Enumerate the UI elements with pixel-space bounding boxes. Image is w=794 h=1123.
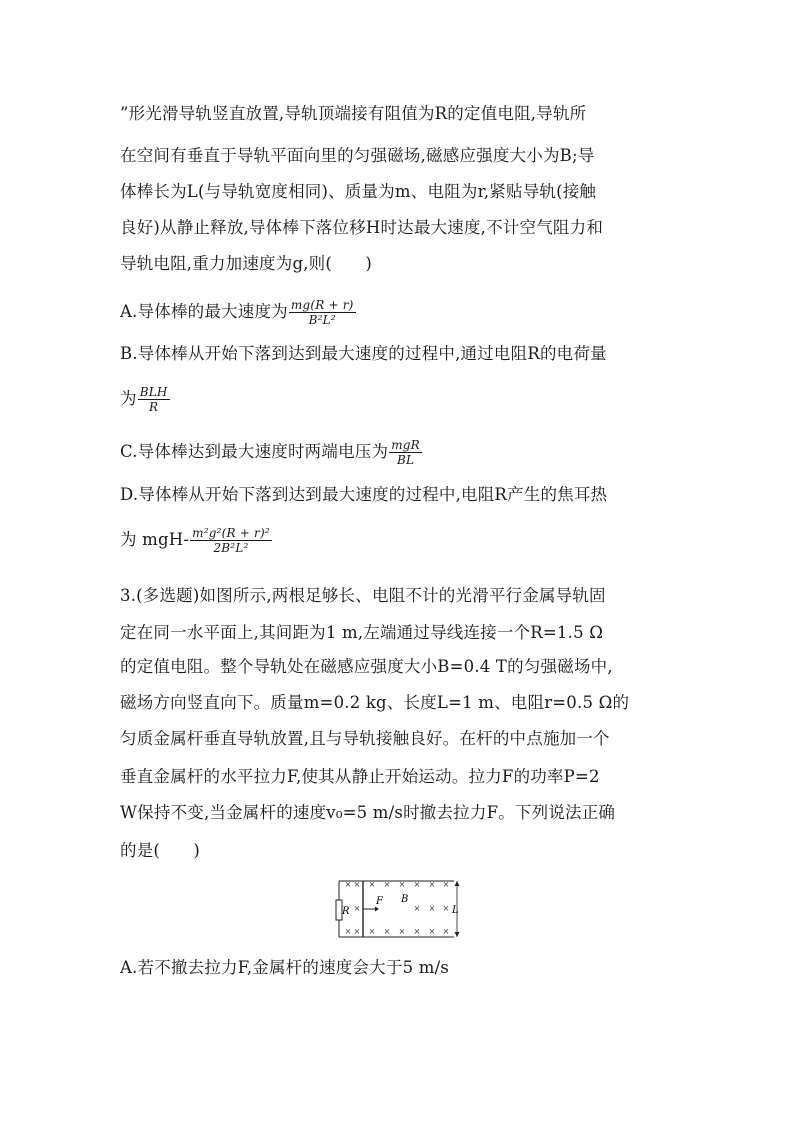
circuit-figure [331, 876, 466, 942]
fraction-denominator: 2B²L² [213, 541, 249, 555]
field-cross-icon: × [353, 927, 361, 936]
question3-line: W保持不变,当金属杆的速度v₀=5 m/s时撤去拉力F。下列说法正确 [120, 803, 616, 822]
option-b-text: 为 [120, 389, 137, 408]
question3-line: 的是( ) [120, 841, 201, 860]
option-a-text: A.导体棒的最大速度为 [120, 302, 288, 321]
field-cross-icon: × [428, 927, 436, 936]
option-d-line1: D.导体棒从开始下落到达到最大速度的过程中,电阻R产生的焦耳热 [120, 485, 608, 504]
paragraph-line: 体棒长为L(与导轨宽度相同)、质量为m、电阻为r,紧贴导轨(接触 [120, 182, 597, 201]
fraction-numerator: m²g²(R + r)² [192, 526, 270, 540]
option-c-fraction [389, 438, 422, 467]
paragraph-line: ”形光滑导轨竖直放置,导轨顶端接有阻值为R的定值电阻,导轨所 [120, 104, 587, 123]
dimension-arrow-down-icon [455, 932, 460, 937]
option-a [120, 298, 357, 327]
fraction-numerator: mgR [391, 438, 420, 452]
paragraph-line: 导轨电阻,重力加速度为g,则( ) [120, 254, 373, 273]
field-cross-icon: × [398, 880, 406, 889]
field-cross-icon: × [428, 880, 436, 889]
option-b-line2 [120, 385, 171, 414]
force-label: F [376, 896, 383, 907]
field-cross-icon: × [344, 927, 352, 936]
fraction-denominator: R [149, 400, 159, 414]
option-d-text: 为 mgH- [120, 530, 190, 549]
field-cross-icon: × [413, 904, 421, 913]
paragraph-line: 良好)从静止释放,导体棒下落位移H时达最大速度,不计空气阻力和 [120, 218, 604, 237]
fraction-numerator: BLH [139, 385, 168, 399]
force-arrowhead-icon [375, 907, 379, 912]
field-cross-icon: × [353, 904, 361, 913]
paragraph-line: 在空间有垂直于导轨平面向里的匀强磁场,磁感应强度大小为B;导 [120, 146, 595, 165]
field-cross-icon: × [344, 880, 352, 889]
question3-line: 垂直金属杆的水平拉力F,使其从静止开始运动。拉力F的功率P=2 [120, 767, 600, 786]
field-cross-icon: × [442, 880, 450, 889]
question3-line: 3.(多选题)如图所示,两根足够长、电阻不计的光滑平行金属导轨固 [120, 586, 606, 605]
field-cross-icon: × [428, 904, 436, 913]
field-cross-icon: × [398, 927, 406, 936]
field-cross-icon: × [413, 927, 421, 936]
magnetic-field-crosses [345, 880, 450, 936]
option-a-fraction [289, 298, 356, 327]
question3-line: 定在同一水平面上,其间距为1 m,左端通过导线连接一个R=1.5 Ω [120, 623, 604, 642]
question3-line: 磁场方向竖直向下。质量m=0.2 kg、长度L=1 m、电阻r=0.5 Ω的 [120, 693, 630, 712]
fraction-denominator: BL [396, 453, 415, 467]
option-b-fraction [138, 385, 170, 414]
length-label: L [452, 905, 459, 916]
fraction-denominator: B²L² [308, 313, 336, 327]
field-cross-icon: × [383, 927, 391, 936]
option-c [120, 438, 423, 467]
field-cross-icon: × [368, 927, 376, 936]
field-cross-icon: × [442, 904, 450, 913]
field-cross-icon: × [353, 880, 361, 889]
dimension-arrow-up-icon [455, 881, 460, 886]
question3-line: 的定值电阻。整个导轨处在磁感应强度大小B=0.4 T的匀强磁场中, [120, 657, 613, 676]
field-cross-icon: × [368, 880, 376, 889]
question3-line: 匀质金属杆垂直导轨放置,且与导轨接触良好。在杆的中点施加一个 [120, 729, 610, 748]
option-d-line2 [120, 526, 273, 555]
resistor-label: R [342, 906, 350, 917]
option-d-fraction [190, 526, 272, 555]
field-label: B [401, 894, 409, 905]
fraction-numerator: mg(R + r) [290, 298, 354, 312]
option-b-line1: B.导体棒从开始下落到达到最大速度的过程中,通过电阻R的电荷量 [120, 344, 607, 363]
field-cross-icon: × [442, 927, 450, 936]
option-c-text: C.导体棒达到最大速度时两端电压为 [120, 442, 389, 461]
question3-option-a: A.若不撤去拉力F,金属杆的速度会大于5 m/s [120, 958, 449, 977]
field-cross-icon: × [413, 880, 421, 889]
field-cross-icon: × [383, 880, 391, 889]
